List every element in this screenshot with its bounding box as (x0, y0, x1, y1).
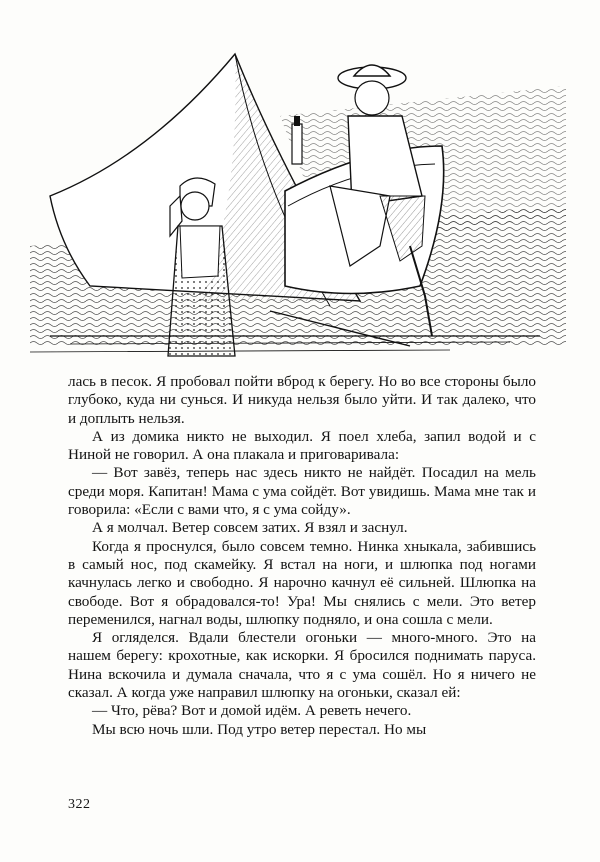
paragraph: — Вот завёз, теперь нас здесь никто не найдёт. Посадил на мель среди моря. Капитан! Мама с ума сойдёт. Вот увидишь. Мама мне так и говорила: «Если с вами что, я с ума сойду». (68, 464, 536, 519)
page-number: 322 (68, 797, 91, 812)
paragraph: А из домика никто не выходил. Я поел хлеба, запил водой и с Ниной не говорил. А она плакала и приговаривала: (68, 427, 536, 464)
paragraph: А я молчал. Ветер совсем затих. Я взял и заснул. (92, 519, 408, 537)
paragraph: Когда я проснулся, было совсем темно. Нинка хныкала, забившись в самый нос, под скамейку. Я встал на ноги, и шлюпка под ногами качнулась легко и свободно. Я нарочно качнул её сильней. Шлюпка на свободе. Вот я обрадовался-то! Ура! Мы снялись с мели. Это ветер переменился, нагнал воды, шлюпку подняло, и она сошла с мели. (68, 537, 536, 628)
paragraph: Я огляделся. Вдали блестели огоньки — много-много. Это на нашем берегу: крохотные, как искорки. Я бросился поднимать паруса. Нина вскочила и думала сначала, что я с ума сошёл. Но я ничего не сказал. А когда уже направил шлюпку на огоньки, сказал ей: (68, 629, 536, 702)
paragraph: — Что, рёва? Вот и домой идём. А реветь нечего. (92, 702, 412, 720)
body-text (68, 373, 536, 739)
paragraph: лась в песок. Я пробовал пойти вброд к берегу. Но во все стороны было глубоко, куда ни сунься. И никуда нельзя было уйти. И так далеко, что и доплыть нельзя. (68, 373, 536, 427)
paragraph: Мы всю ночь шли. Под утро ветер перестал. Но мы (92, 720, 427, 738)
boat-sail-children-illustration-icon (30, 46, 566, 364)
